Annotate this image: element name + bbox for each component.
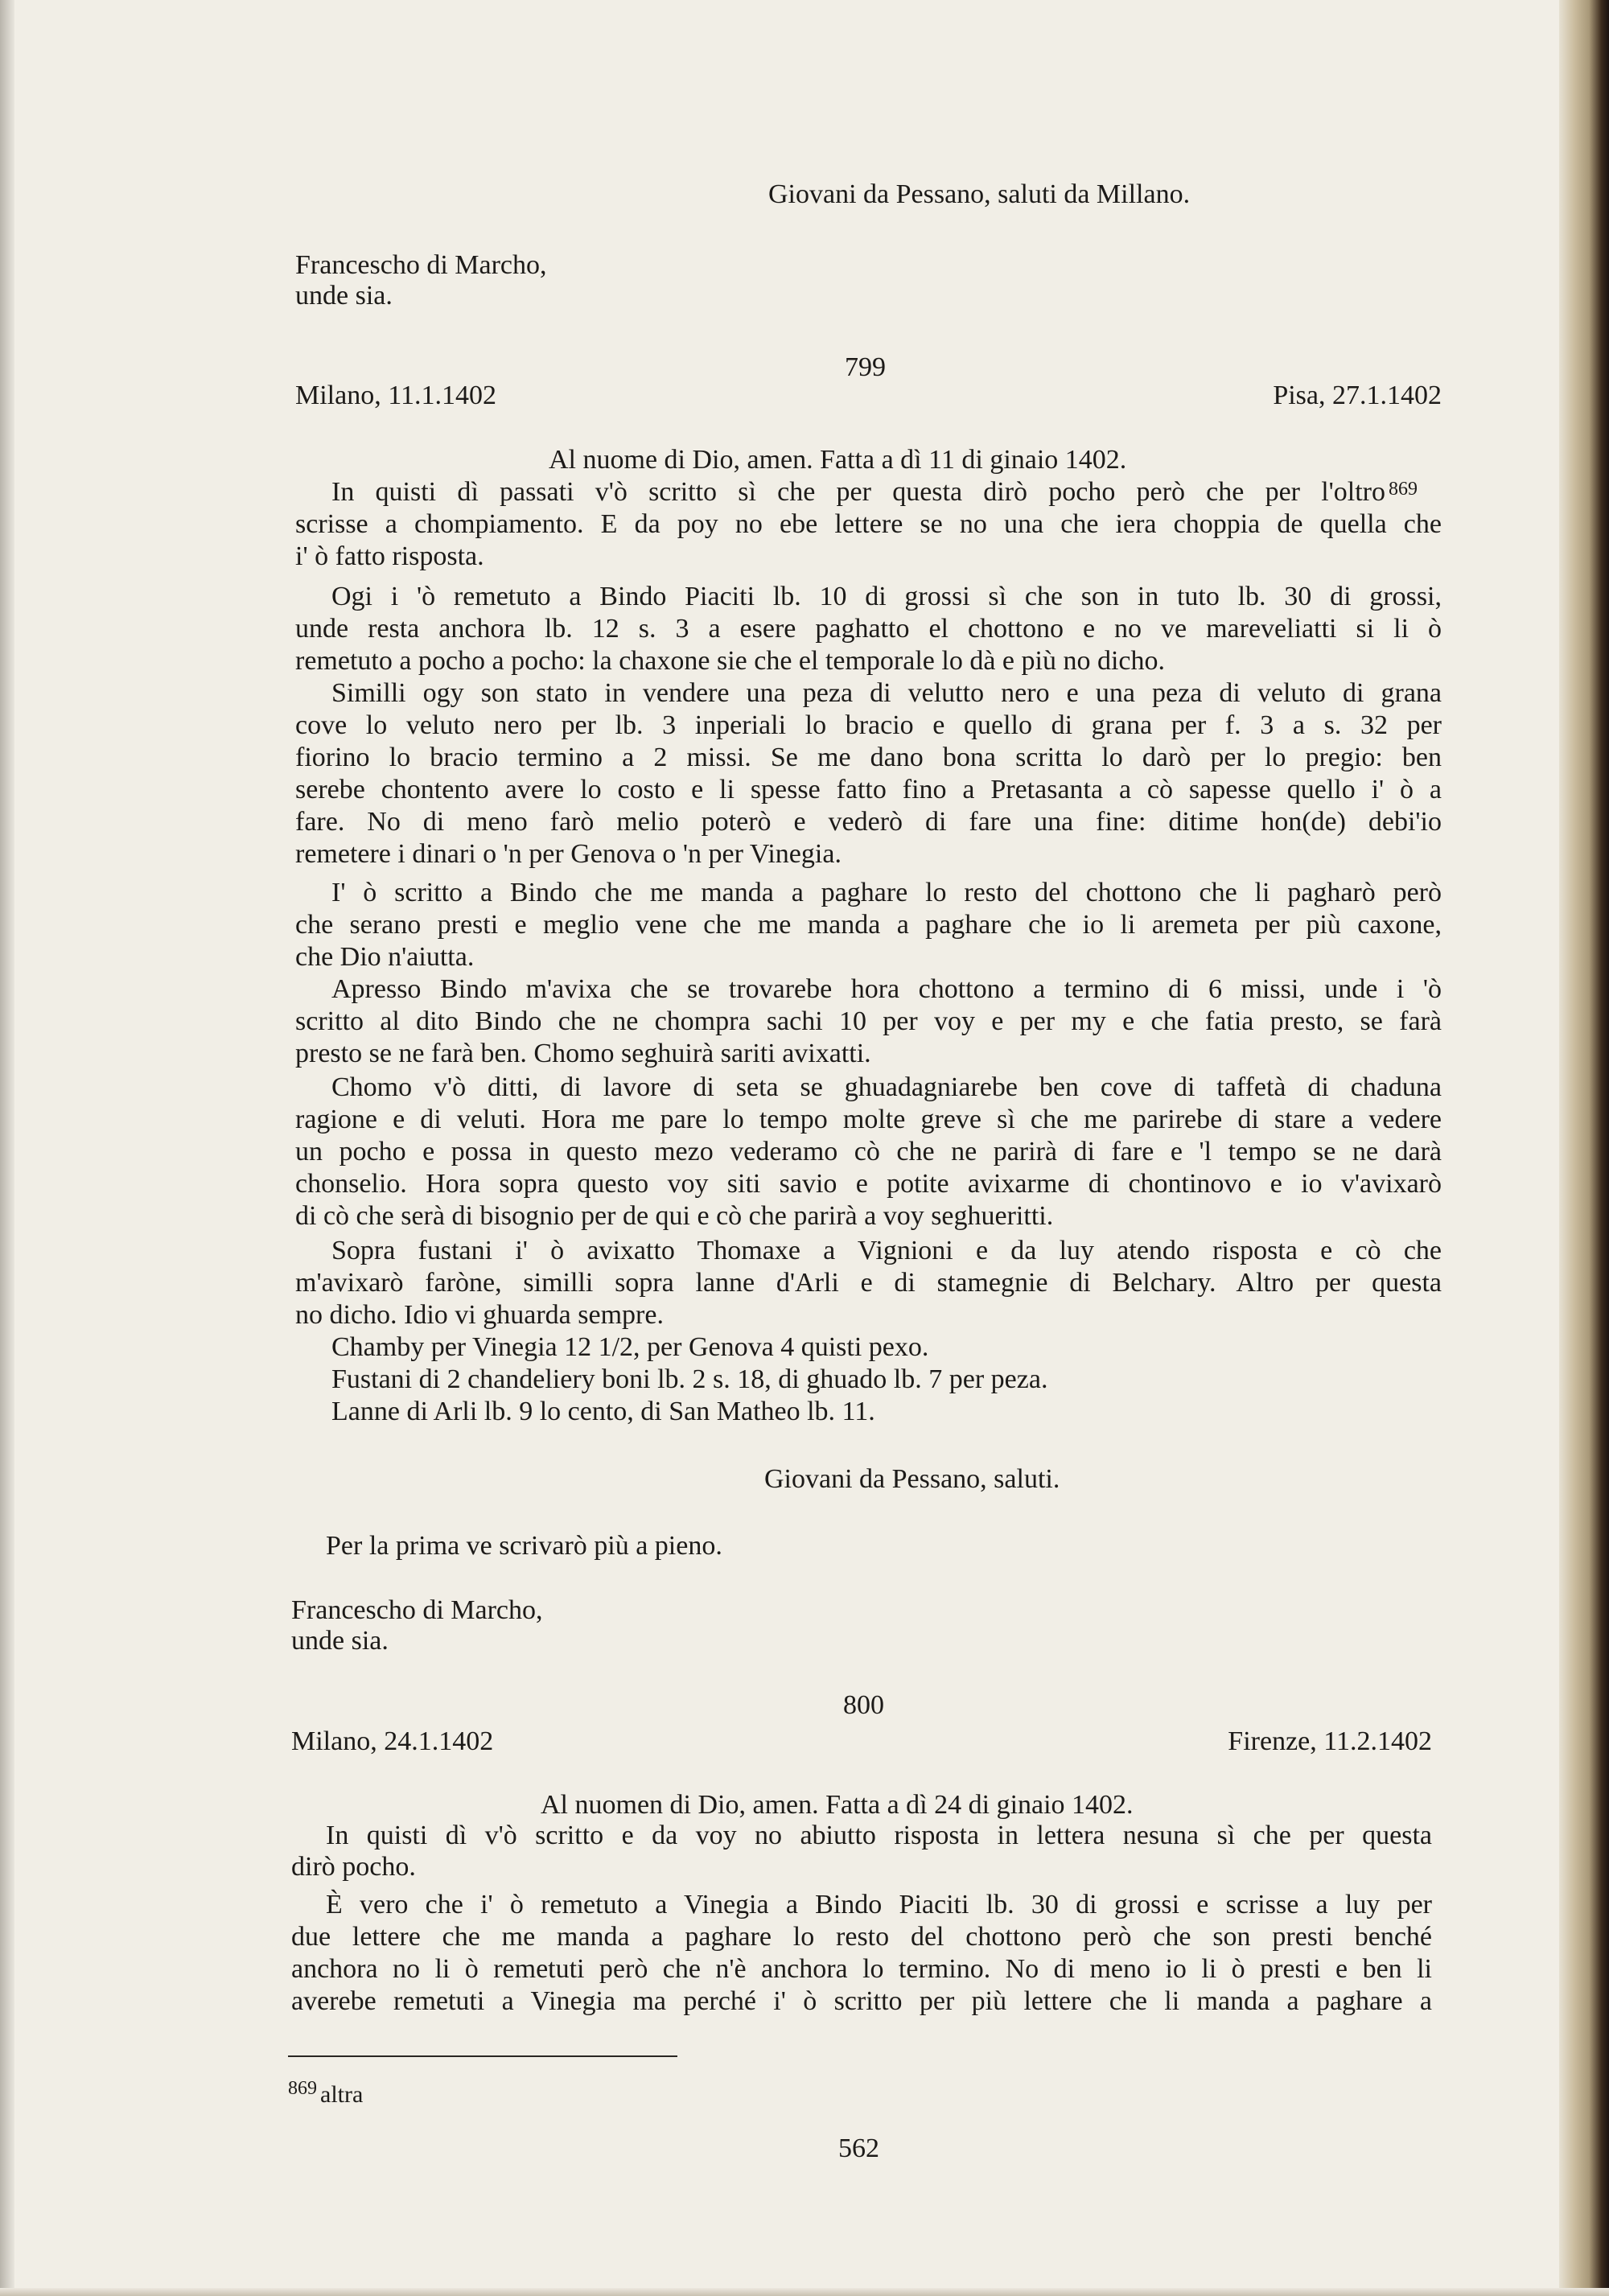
body-line: chonselio. Hora sopra questo voy siti savio e potite avixarme di chontinovo e io v'avixarò (295, 1169, 1442, 1199)
recipient-location: unde sia. (291, 1626, 389, 1656)
footnote-rule (288, 2055, 677, 2057)
recipient-name: Francescho di Marcho, (291, 1595, 543, 1625)
body-line: presto se ne farà ben. Chomo seghuirà sariti avixatti. (295, 1039, 871, 1068)
body-line: Sopra fustani i' ò avixatto Thomaxe a Vignioni e da luy atendo risposta e cò che (331, 1236, 1442, 1265)
body-line: dirò pocho. (291, 1852, 416, 1882)
origin-date: Milano, 11.1.1402 (295, 381, 496, 410)
body-line: remetere i dinari o 'n per Genova o 'n per Vinegia. (295, 839, 842, 869)
body-line: di cò che serà di bisognio per de qui e cò che parirà a voy seghueritti. (295, 1201, 1054, 1231)
body-line: fiorino lo bracio termino a 2 missi. Se me dano bona scritta lo darò per lo pregio: ben (295, 743, 1442, 772)
letter-number: 800 (843, 1690, 884, 1720)
body-line: i' ò fatto risposta. (295, 541, 484, 571)
body-line: ragione e di veluti. Hora me pare lo tempo molte greve sì che me parirebe di stare a vedere (295, 1105, 1442, 1134)
body-line: scritto al dito Bindo che ne chompra sachi 10 per voy e per my e che fatia presto, se farà (295, 1006, 1442, 1036)
page-gutter-shadow (0, 0, 14, 2296)
body-line: Apresso Bindo m'avixa che se trovarebe hora chottono a termino di 6 missi, unde i 'ò (331, 974, 1442, 1004)
body-line: Similli ogy son stato in vendere una peza di velutto nero e una peza di veluto di grana (331, 678, 1442, 708)
body-line: unde resta anchora lb. 12 s. 3 a esere paghatto el chottono e no ve mareveliatti si li ò (295, 614, 1442, 644)
body-line: Ogi i 'ò remetuto a Bindo Piaciti lb. 10 di grossi sì che son in tuto lb. 30 di grossi, (331, 582, 1442, 611)
page-bottom-edge (0, 2288, 1609, 2296)
recipient-name: Francescho di Marcho, (295, 250, 547, 280)
origin-date: Milano, 24.1.1402 (291, 1726, 494, 1756)
wool-prices: Lanne di Arli lb. 9 lo cento, di San Matheo lb. 11. (331, 1397, 875, 1426)
body-line: Chomo v'ò ditti, di lavore di seta se ghuadagniarebe ben cove di taffetà di chaduna (331, 1072, 1442, 1102)
page-number: 562 (838, 2133, 879, 2163)
letter-number: 799 (845, 352, 886, 382)
body-line: remetuto a pocho a pocho: la chaxone sie che el temporale lo dà e più no dicho. (295, 646, 1165, 676)
body-line: I' ò scritto a Bindo che me manda a paghare lo resto del chottono che li pagharò però (331, 878, 1442, 907)
footnote-number: 869 (288, 2078, 317, 2099)
body-line: no dicho. Idio vi ghuarda sempre. (295, 1300, 664, 1330)
body-line: In quisti dì v'ò scritto e da voy no abiutto risposta in lettera nesuna sì che per questa (326, 1821, 1432, 1850)
body-line: che Dio n'aiutta. (295, 942, 475, 972)
recipient-location: unde sia. (295, 281, 393, 311)
arrival-date: Pisa, 27.1.1402 (1273, 381, 1442, 410)
page-edge (1559, 0, 1609, 2296)
body-line: che serano presti e meglio vene che me manda a paghare che io li aremeta per più caxone, (295, 910, 1442, 940)
body-line: anchora no li ò remetuti però che n'è anchora lo termino. No di meno io li ò presti e ben li (291, 1954, 1432, 1984)
body-line: due lettere che me manda a paghare lo resto del chottono però che son presti benché (291, 1922, 1432, 1952)
body-line: scrisse a chompiamento. E da poy no ebe lettere se no una che iera choppia de quella che (295, 509, 1442, 539)
body-line: un pocho e possa in questo mezo vederamo cò che ne parirà di fare e 'l tempo se ne darà (295, 1137, 1442, 1167)
body-line: cove lo veluto nero per lb. 3 inperiali lo bracio e quello di grana per f. 3 a s. 32 per (295, 710, 1442, 740)
body-line: fare. No di meno farò melio poterò e vederò di fare una fine: ditime hon(de) debi'io (295, 807, 1442, 837)
fustian-prices: Fustani di 2 chandeliery boni lb. 2 s. 18, di ghuado lb. 7 per peza. (331, 1364, 1048, 1394)
closing-signature: Giovani da Pessano, saluti. (764, 1464, 1060, 1494)
body-text: In quisti dì passati v'ò scritto sì che per questa dirò pocho però che per l'oltro (331, 477, 1385, 507)
letter-opening: Al nuome di Dio, amen. Fatta a dì 11 di ginaio 1402. (549, 445, 1127, 475)
body-line: m'avixarò faròne, similli sopra lanne d'Arli e di stamegnie di Belchary. Altro per questa (295, 1268, 1442, 1298)
body-line: È vero che i' ò remetuto a Vinegia a Bindo Piaciti lb. 30 di grossi e scrisse a luy per (326, 1890, 1432, 1920)
body-line: serebe chontento avere lo costo e li spesse fatto fino a Pretasanta a cò sapesse quello i' ò a (295, 775, 1442, 804)
body-line: averebe remetuti a Vinegia ma perché i' ò scritto per più lettere che li manda a paghare a (291, 1986, 1432, 2016)
closing-signature: Giovani da Pessano, saluti da Millano. (768, 179, 1191, 209)
letter-opening: Al nuomen di Dio, amen. Fatta a dì 24 di ginaio 1402. (541, 1790, 1134, 1820)
exchange-rates: Chamby per Vinegia 12 1/2, per Genova 4 quisti pexo. (331, 1332, 929, 1362)
arrival-date: Firenze, 11.2.1402 (1228, 1726, 1432, 1756)
postscript: Per la prima ve scrivarò più a pieno. (326, 1531, 722, 1561)
footnote-marker: 869 (1389, 479, 1418, 500)
body-line (331, 477, 1385, 508)
footnote-text: altra (320, 2081, 364, 2108)
